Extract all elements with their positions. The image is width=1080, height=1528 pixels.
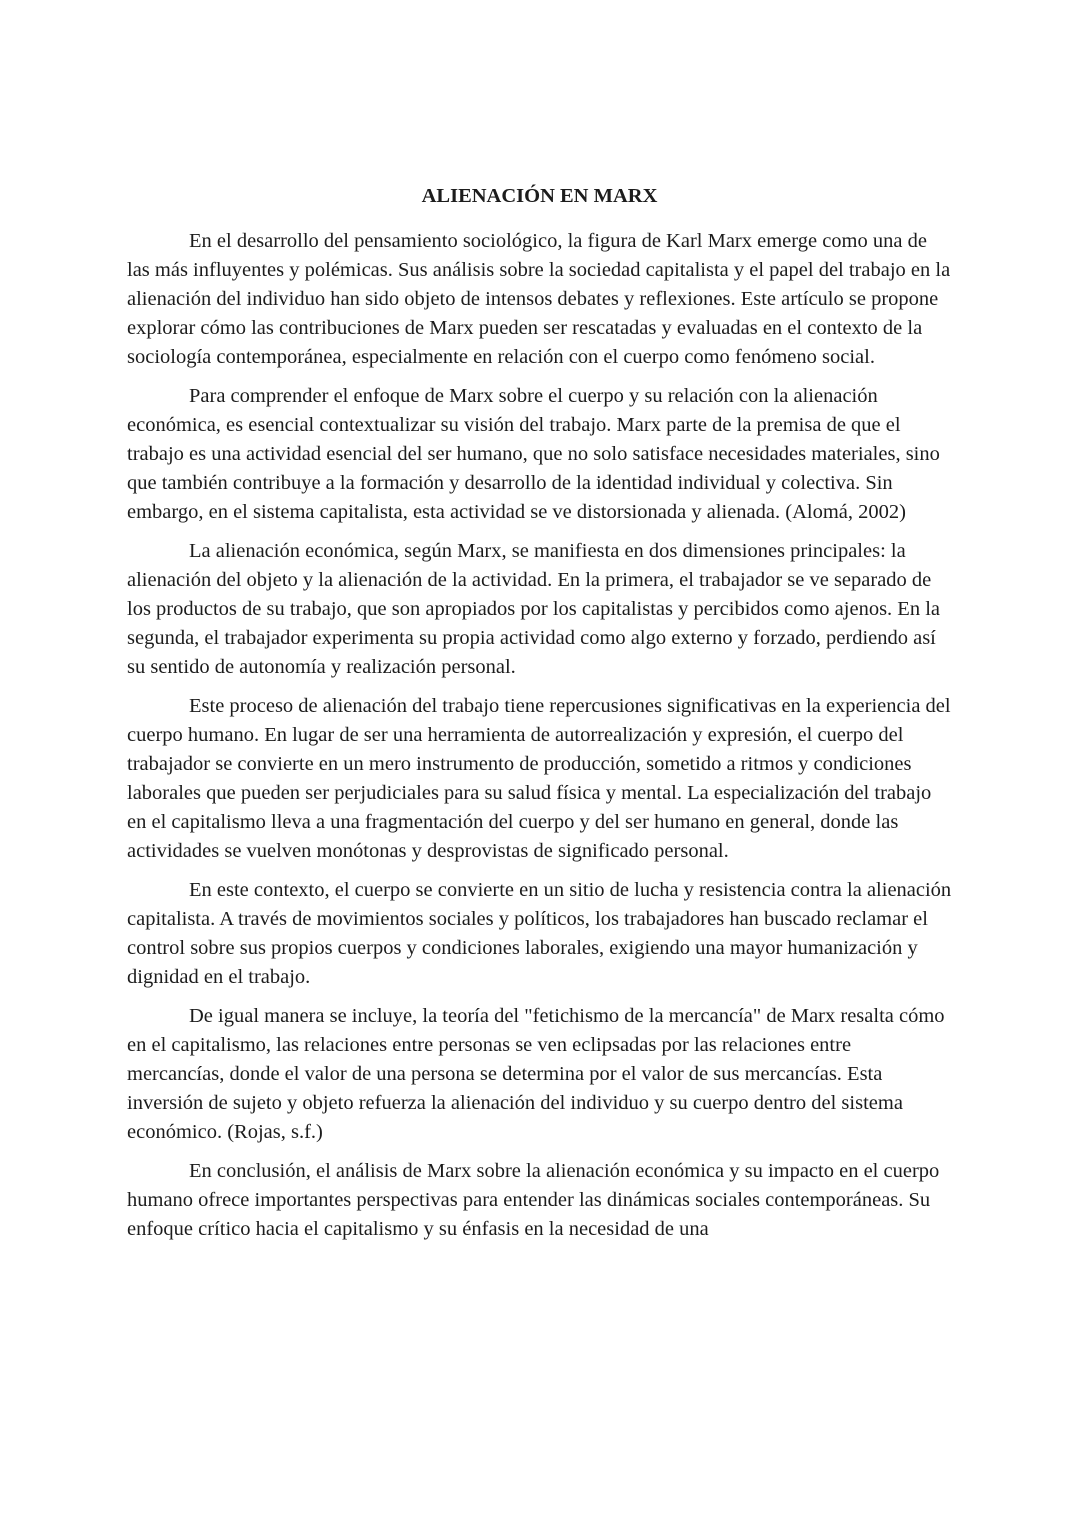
- document-title: ALIENACIÓN EN MARX: [421, 185, 658, 207]
- paragraph-lucha-resistencia: En este contexto, el cuerpo se convierte en un sitio de lucha y resistencia contra la alienación capitalista. A través de movimientos sociales y políticos, los trabajadores han buscado reclamar el control sobre sus propios cuerpos y condiciones laborales, exigiendo una mayor humanización y dignidad en el trabajo.: [127, 879, 952, 988]
- paragraph-repercusiones-cuerpo: Este proceso de alienación del trabajo tiene repercusiones significativas en la experiencia del cuerpo humano. En lugar de ser una herramienta de autorrealización y expresión, el cuerpo del trabajador se convierte en un mero instrumento de producción, sometido a ritmos y condiciones laborales que pueden ser perjudiciales para su salud física y mental. La especialización del trabajo en el capitalismo lleva a una fragmentación del cuerpo y del ser humano en general, donde las actividades se vuelven monótonas y desprovistas de significado personal.: [127, 695, 951, 862]
- paragraph-fetichismo-mercancia: De igual manera se incluye, la teoría del "fetichismo de la mercancía" de Marx resalta cómo en el capitalismo, las relaciones entre personas se ven eclipsadas por las relaciones entre mercancías, donde el valor de una persona se determina por el valor de sus mercancías. Esta inversión de sujeto y objeto refuerza la alienación del individuo y su cuerpo dentro del sistema económico. (Rojas, s.f.): [127, 1005, 945, 1143]
- paragraph-dimensiones-alienacion: La alienación económica, según Marx, se manifiesta en dos dimensiones principales: la alienación del objeto y la alienación de la actividad. En la primera, el trabajador se ve separado de los productos de su trabajo, que son apropiados por los capitalistas y percibidos como ajenos. En la segunda, el trabajador experimenta su propia actividad como algo externo y forzado, perdiendo así su sentido de autonomía y realización personal.: [127, 540, 940, 678]
- paragraph-intro: En el desarrollo del pensamiento sociológico, la figura de Karl Marx emerge como una de las más influyentes y polémicas. Sus análisis sobre la sociedad capitalista y el papel del trabajo en la alienación del individuo han sido objeto de intensos debates y reflexiones. Este artículo se propone explorar cómo las contribuciones de Marx pueden ser rescatadas y evaluadas en el contexto de la sociología contemporánea, especialmente en relación con el cuerpo como fenómeno social.: [127, 230, 951, 368]
- paragraph-contexto-trabajo: Para comprender el enfoque de Marx sobre el cuerpo y su relación con la alienación económica, es esencial contextualizar su visión del trabajo. Marx parte de la premisa de que el trabajo es una actividad esencial del ser humano, que no solo satisface necesidades materiales, sino que también contribuye a la formación y desarrollo de la identidad individual y colectiva. Sin embargo, en el sistema capitalista, esta actividad se ve distorsionada y alienada. (Alomá, 2002): [127, 385, 940, 523]
- paragraph-conclusion: En conclusión, el análisis de Marx sobre la alienación económica y su impacto en el cuerpo humano ofrece importantes perspectivas para entender las dinámicas sociales contemporáneas. Su enfoque crítico hacia el capitalismo y su énfasis en la necesidad de una: [127, 1160, 940, 1240]
